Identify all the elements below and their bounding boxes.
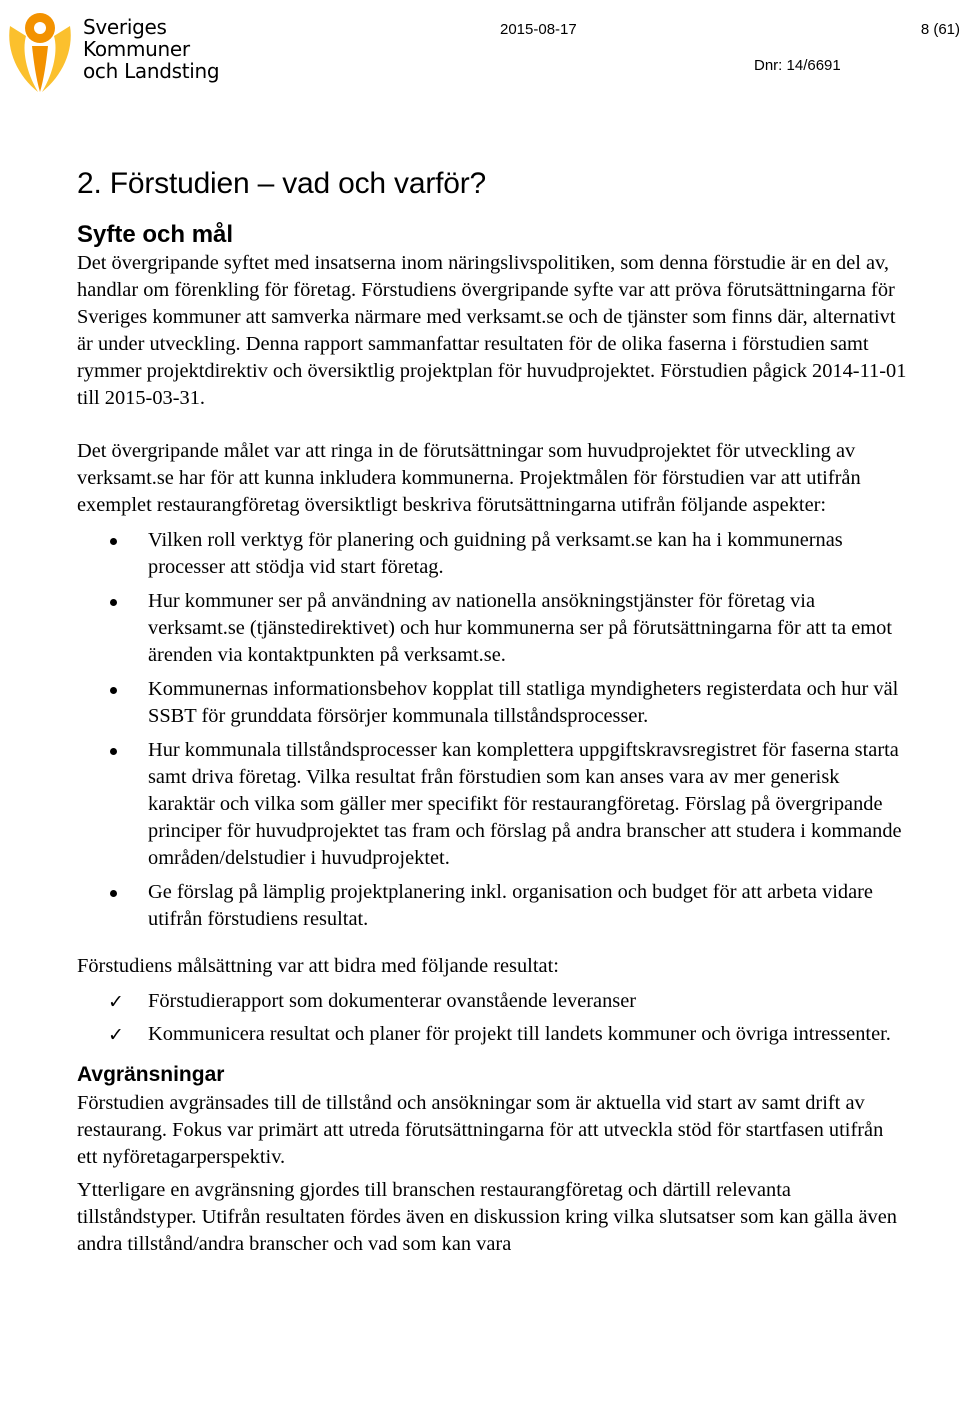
list-item: Hur kommunala tillståndsprocesser kan komplettera uppgiftskravsregistret för faserna starta samt driva företag. Vilka resultat från förstudien som kan anses vara av mer generisk karaktär och vilka som gäller mer specifikt för restaurangföretag. Förslag på övergripande principer för huvudprojektet tas fram och förslag på andra branscher att studera i kommande områden/delstudier i huvudprojektet. (77, 737, 907, 872)
list-item: Kommunernas informationsbehov kopplat till statliga myndigheters registerdata och hur väl SSBT för grunddata försörjer kommunala tillståndsprocesser. (77, 676, 907, 730)
avgransningar-paragraph-1: Förstudien avgränsades till de tillstånd och ansökningar som är aktuella vid start av samt drift av restaurang. Fokus var primärt att utreda förutsättningarna för att utveckla stöd för startfasen utifrån ett nyföretagarperspektiv. (77, 1092, 884, 1168)
checkmark-icon: ✓ (108, 991, 124, 1013)
syfte-paragraph-1: Det övergripande syftet med insatserna inom näringslivspolitiken, som denna förstudie är en del av, handlar om förenkling för företag. Förstudiens övergripande syfte var att pröva förutsättningarna för Sveriges kommuner att samverka närmare med verksamt.se och de tjänster som finns där, alternativt är under utveckling. Denna rapport sammanfattar resultaten för de olika faserna i förstudien samt rymmer projektdirektiv och översiktlig projektplan för huvudprojektet. Förstudien pågick 2014-11-01 till 2015-03-31. (77, 252, 907, 409)
list-item: ✓ Förstudierapport som dokumenterar ovanstående leveranser (77, 988, 907, 1015)
skl-logo-icon (4, 6, 76, 96)
checkmark-icon: ✓ (108, 1024, 124, 1046)
header-dnr: Dnr: 14/6691 (754, 57, 841, 74)
header-date: 2015-08-17 (500, 21, 577, 38)
document-body (77, 164, 907, 1258)
list-item: Hur kommuner ser på användning av nationella ansökningstjänster för företag via verksamt.se (tjänstedirektivet) och hur kommunerna ser på förutsättningarna för att ta emot ärenden via kontaktpunkten på verksamt.se. (77, 588, 907, 669)
header-page-number: 8 (61) (920, 21, 960, 38)
bullet-icon (110, 748, 117, 755)
results-list (77, 988, 907, 1048)
list-item: Ge förslag på lämplig projektplanering inkl. organisation och budget för att arbeta vidare utifrån förstudiens resultat. (77, 879, 907, 933)
list-item: Vilken roll verktyg för planering och guidning på verksamt.se kan ha i kommunernas processer att stödja vid start företag. (77, 527, 907, 581)
syfte-heading: Syfte och mål (77, 221, 234, 248)
results-intro: Förstudiens målsättning var att bidra med följande resultat: (77, 955, 559, 977)
logo-line: Sveriges (83, 15, 167, 39)
avgransningar-paragraph-2: Ytterligare en avgränsning gjordes till branschen restaurangföretag och därtill relevanta tillståndstyper. Utifrån resultaten fördes även en diskussion kring vilka slutsatser som kan gälla även andra tillstånd/andra branscher och vad som kan vara (77, 1179, 897, 1255)
bullet-icon (110, 687, 117, 694)
logo-line: Kommuner (83, 37, 190, 61)
bullet-icon (110, 599, 117, 606)
list-item: ✓ Kommunicera resultat och planer för projekt till landets kommuner och övriga intressenter. (77, 1021, 907, 1048)
syfte-paragraph-2: Det övergripande målet var att ringa in de förutsättningar som huvudprojektet för utveckling av verksamt.se har för att kunna inkludera kommunerna. Projektmålen för förstudien var att utifrån exemplet restaurangföretag översiktligt beskriva förutsättningarna utifrån följande aspekter: (77, 440, 861, 516)
section-title: 2. Förstudien – vad och varför? (77, 167, 487, 200)
bullet-icon (110, 890, 117, 897)
logo-wordmark (83, 16, 219, 82)
skl-logo (4, 6, 234, 96)
bullet-icon (110, 538, 117, 545)
logo-line: och Landsting (83, 59, 220, 83)
aspects-list (77, 527, 907, 933)
avgransningar-heading: Avgränsningar (77, 1063, 225, 1086)
